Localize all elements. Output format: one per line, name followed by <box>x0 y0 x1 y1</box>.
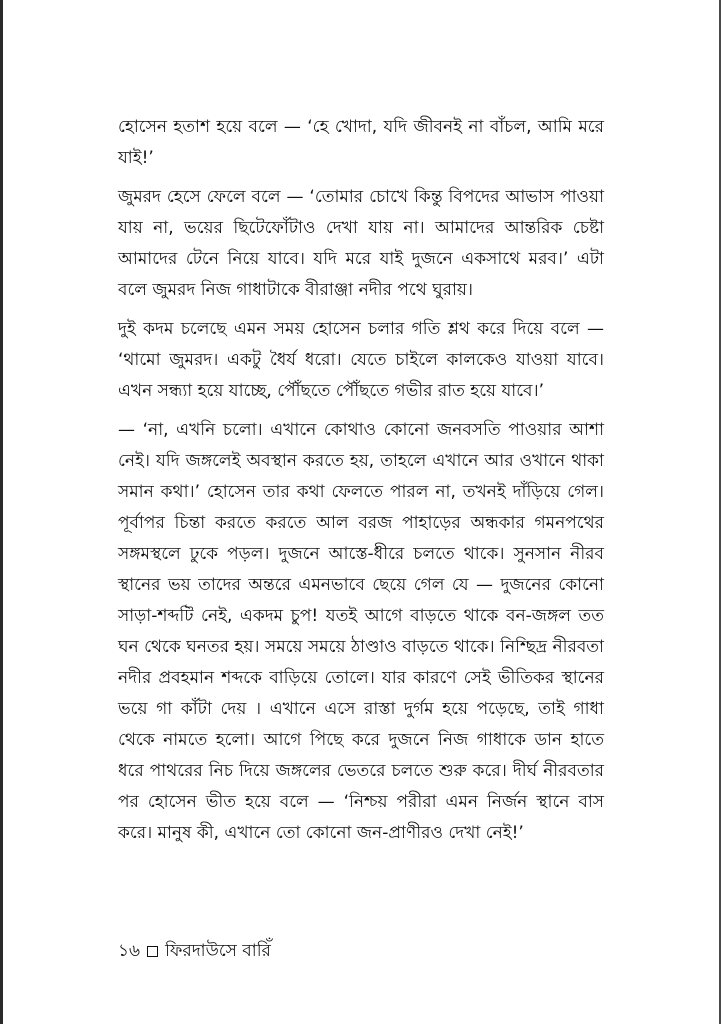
body-text <box>118 112 604 857</box>
paragraph-1: হোসেন হতাশ হয়ে বলে — ‘হে খোদা, যদি জীবনই না বাঁচল, আমি মরে যাই!’ <box>118 117 604 168</box>
page-number: ১৬ <box>118 941 141 961</box>
square-box-icon <box>147 946 158 957</box>
paragraph-3: দুই কদম চলেছে এমন সময় হোসেন চলার গতি শ্লথ করে দিয়ে বলে — ‘থামো জুমরদ। একটু ধৈর্য ধরো। যেতে চাইলে কালকেও যাওয়া যাবে। এখন সন্ধ্যা হয়ে যাচ্ছে, পৌঁছতে পৌঁছতে গভীর রাত হয়ে যাবে।’ <box>118 319 604 401</box>
running-footer <box>118 938 271 964</box>
paragraph-2: জুমরদ হেসে ফেলে বলে — ‘তোমার চোখে কিন্তু বিপদের আভাস পাওয়া যায় না, ভয়ের ছিটেফোঁটাও দেখা যায় না। আমাদের আন্তরিক চেষ্টা আমাদের টেনে নিয়ে যাবে। যদি মরে যাই দুজনে একসাথে মরব।’ এটা বলে জুমরদ নিজ গাধাটাকে বীরাঞ্জা নদীর পথে ঘুরায়। <box>118 187 604 300</box>
book-title: ফিরদাউসে বারিঁ <box>165 941 271 961</box>
paragraph-4: — ‘না, এখনি চলো। এখানে কোথাও কোনো জনবসতি পাওয়ার আশা নেই। যদি জঙ্গলেই অবস্থান করতে হয়, তাহলে এখানে আর ওখানে থাকা সমান কথা।’ হোসেন তার কথা ফেলতে পারল না, তখনই দাঁড়িয়ে গেল। পূর্বাপর চিন্তা করতে করতে আল বরজ পাহাড়ের অন্ধকার গমনপথের সঙ্গমস্থলে ঢুকে পড়ল। দুজনে আস্তে-ধীরে চলতে থাকে। সুনসান নীরব স্থানের ভয় তাদের অন্তরে এমনভাবে ছেয়ে গেল যে — দুজনের কোনো সাড়া-শব্দটি নেই, একদম চুপ! যতই আগে বাড়তে থাকে বন-জঙ্গল তত ঘন থেকে ঘনতর হয়। সময়ে সময়ে ঠাণ্ডাও বাড়তে থাকে। নিশ্ছিদ্র নীরবতা নদীর প্রবহমান শব্দকে বাড়িয়ে তোলে। যার কারণে সেই ভীতিকর স্থানের ভয়ে গা কাঁটা দেয় । এখানে এসে রাস্তা দুর্গম হয়ে পড়েছে, তাই গাধা থেকে নামতে হলো। আগে পিছে করে দুজনে নিজ গাধাকে ডান হাতে ধরে পাথরের নিচ দিয়ে জঙ্গলের ভেতরে চলতে শুরু করে। দীর্ঘ নীরবতার পর হোসেন ভীত হয়ে বলে — ‘নিশ্চয় পরীরা এমন নির্জন স্থানে বাস করে। মানুষ কী, এখানে তো কোনো জন-প্রাণীরও দেখা নেই!’ <box>118 420 604 843</box>
page-edge-left <box>0 0 3 1024</box>
